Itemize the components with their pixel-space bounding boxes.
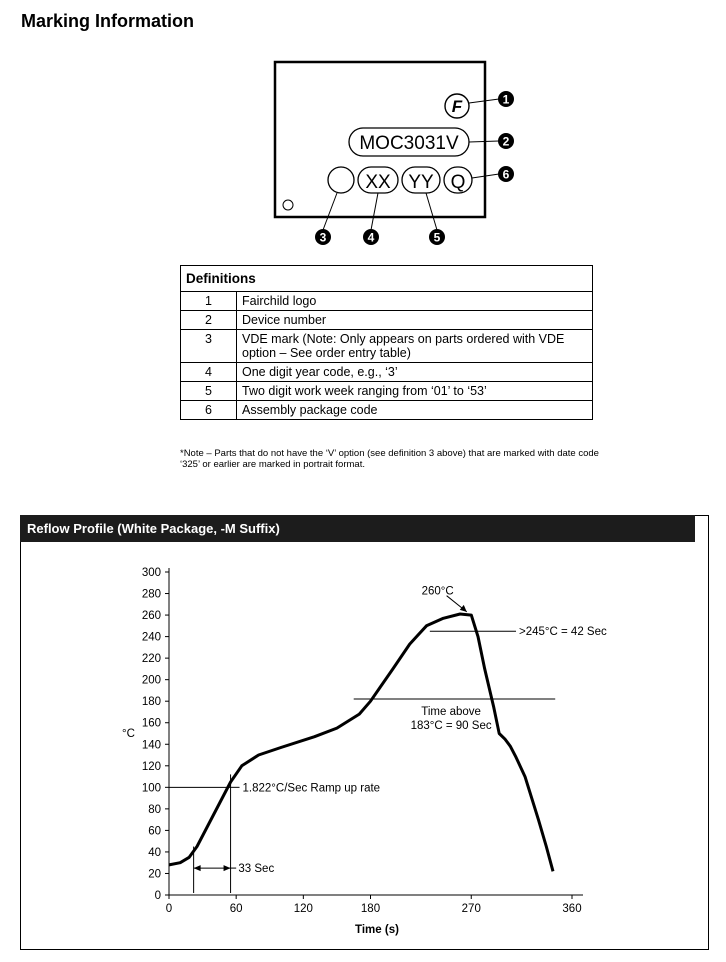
profile-series-line	[169, 614, 553, 871]
x-tick-label: 360	[562, 903, 582, 915]
x-tick-label: 180	[360, 903, 381, 915]
y-axis-label: °C	[122, 728, 135, 740]
year-code: XX	[365, 172, 391, 193]
y-tick-label: 100	[141, 782, 161, 795]
ramp-rate-label: 1.822°C/Sec Ramp up rate	[242, 782, 381, 795]
y-tick-label: 40	[148, 846, 161, 859]
y-tick-label: 60	[148, 825, 161, 838]
callout-1: 1	[502, 92, 510, 107]
y-tick-label: 280	[141, 588, 161, 601]
x-tick-label: 120	[293, 903, 313, 915]
peak-label: 260°C	[421, 585, 454, 598]
x-tick-label: 270	[461, 903, 481, 915]
callout-4: 4	[367, 230, 375, 245]
def-text: Fairchild logo	[237, 292, 593, 311]
y-tick-label: 20	[148, 868, 161, 881]
time-above-label-1: Time above	[421, 706, 481, 719]
y-tick-label: 300	[141, 567, 161, 579]
def-text: Assembly package code	[237, 401, 593, 420]
ramp-time-label: 33 Sec	[238, 863, 275, 876]
reflow-section-title: Reflow Profile (White Package, -M Suffix)	[20, 515, 695, 542]
y-tick-label: 160	[141, 717, 161, 730]
callout-3: 3	[319, 230, 327, 245]
above-245-label: >245°C = 42 Sec	[519, 626, 607, 639]
page-title: Marking Information	[21, 11, 195, 31]
y-tick-label: 220	[141, 653, 161, 666]
y-tick-label: 200	[141, 674, 161, 687]
y-tick-label: 180	[141, 696, 161, 709]
callout-5: 5	[433, 230, 441, 245]
def-num: 5	[181, 382, 237, 401]
x-axis-label: Time (s)	[355, 924, 399, 936]
y-tick-label: 0	[154, 890, 161, 902]
package-code: Q	[450, 172, 466, 193]
callout-6: 6	[502, 167, 510, 182]
def-text: Two digit work week ranging from ‘01’ to ‘53’	[237, 382, 593, 401]
def-text: VDE mark (Note: Only appears on parts ordered with VDE option – See order entry table)	[237, 330, 593, 363]
def-num: 6	[181, 401, 237, 420]
def-text: Device number	[237, 311, 593, 330]
x-tick-label: 60	[229, 903, 243, 915]
y-tick-label: 120	[141, 760, 161, 773]
definitions-header: Definitions	[181, 266, 593, 292]
def-num: 2	[181, 311, 237, 330]
y-tick-label: 80	[148, 803, 161, 816]
y-tick-label: 140	[141, 739, 161, 752]
def-num: 4	[181, 363, 237, 382]
callout-2: 2	[502, 134, 510, 149]
time-above-label-2: 183°C = 90 Sec	[410, 720, 492, 733]
week-code: YY	[408, 172, 434, 193]
definitions-note: *Note – Parts that do not have the ‘V’ option (see definition 3 above) that are marked with date code ‘325’ or earlier are marked in portrait format.	[180, 448, 599, 470]
y-tick-label: 240	[141, 631, 161, 644]
x-tick-label: 0	[165, 903, 173, 915]
def-num: 3	[181, 330, 237, 363]
def-num: 1	[181, 292, 237, 311]
fairchild-logo-glyph: F	[451, 97, 463, 116]
def-text: One digit year code, e.g., ‘3’	[237, 363, 593, 382]
y-tick-label: 260	[141, 610, 161, 623]
device-label: MOC3031V	[359, 133, 459, 154]
